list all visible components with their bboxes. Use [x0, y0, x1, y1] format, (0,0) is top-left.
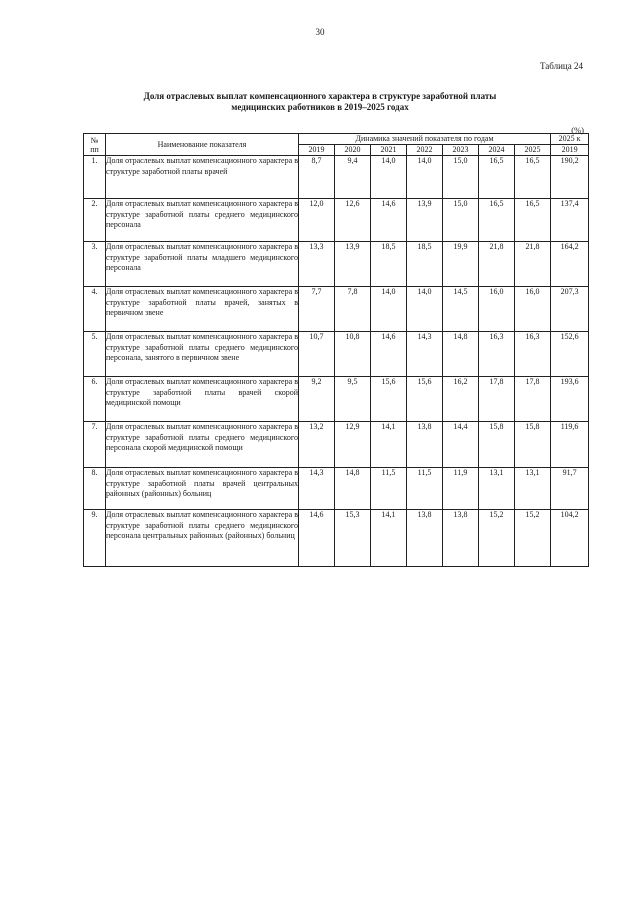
indicator-name: Доля отраслевых выплат компенсационного характера в структуре заработной платы врачей — [106, 156, 299, 199]
value-cell: 16,5 — [479, 199, 515, 242]
row-number: 4. — [84, 287, 106, 332]
indicator-name: Доля отраслевых выплат компенсационного характера в структуре заработной платы среднего медицинского персонала центральных районных (районных) больниц — [106, 510, 299, 567]
value-cell: 11,5 — [371, 468, 407, 510]
value-cell: 14,6 — [371, 199, 407, 242]
header-year-cell: 2024 — [479, 145, 515, 156]
header-num — [84, 134, 106, 156]
value-cell: 13,9 — [335, 242, 371, 287]
value-cell: 14,0 — [407, 156, 443, 199]
row-number: 6. — [84, 377, 106, 422]
value-cell: 12,9 — [335, 422, 371, 468]
value-cell: 16,3 — [515, 332, 551, 377]
table-row — [84, 422, 589, 468]
value-cell: 10,7 — [299, 332, 335, 377]
value-cell: 13,1 — [515, 468, 551, 510]
value-cell: 16,0 — [515, 287, 551, 332]
value-cell: 13,3 — [299, 242, 335, 287]
ratio-cell: 207,3 — [551, 287, 589, 332]
value-cell: 16,3 — [479, 332, 515, 377]
row-number: 1. — [84, 156, 106, 199]
value-cell: 10,8 — [335, 332, 371, 377]
value-cell: 8,7 — [299, 156, 335, 199]
header-year-cell: 2019 — [299, 145, 335, 156]
value-cell: 7,7 — [299, 287, 335, 332]
value-cell: 16,2 — [443, 377, 479, 422]
value-cell: 14,1 — [371, 510, 407, 567]
row-number: 8. — [84, 468, 106, 510]
table-label: Таблица 24 — [540, 61, 583, 71]
value-cell: 9,4 — [335, 156, 371, 199]
table-row — [84, 156, 589, 199]
value-cell: 21,8 — [515, 242, 551, 287]
ratio-cell: 137,4 — [551, 199, 589, 242]
ratio-cell: 104,2 — [551, 510, 589, 567]
table-header — [84, 134, 589, 156]
ratio-cell: 91,7 — [551, 468, 589, 510]
value-cell: 14,8 — [335, 468, 371, 510]
table-body — [84, 156, 589, 567]
value-cell: 21,8 — [479, 242, 515, 287]
value-cell: 9,5 — [335, 377, 371, 422]
ratio-cell: 164,2 — [551, 242, 589, 287]
table-title — [120, 91, 520, 113]
page-number: 30 — [315, 27, 325, 37]
row-number: 3. — [84, 242, 106, 287]
value-cell: 12,6 — [335, 199, 371, 242]
value-cell: 15,0 — [443, 156, 479, 199]
value-cell: 14,0 — [371, 156, 407, 199]
header-year-cell: 2020 — [335, 145, 371, 156]
header-year-cell: 2022 — [407, 145, 443, 156]
header-num-line-2: пп — [90, 144, 99, 154]
value-cell: 14,4 — [443, 422, 479, 468]
value-cell: 16,5 — [479, 156, 515, 199]
value-cell: 19,9 — [443, 242, 479, 287]
indicator-name: Доля отраслевых выплат компенсационного характера в структуре заработной платы среднего медицинского персонала, занятого в первичном звене — [106, 332, 299, 377]
table-row — [84, 332, 589, 377]
row-number: 9. — [84, 510, 106, 567]
header-name: Наименование показателя — [106, 134, 299, 156]
value-cell: 7,8 — [335, 287, 371, 332]
value-cell: 18,5 — [407, 242, 443, 287]
header-year-cell: 2025 — [515, 145, 551, 156]
row-number: 2. — [84, 199, 106, 242]
value-cell: 15,8 — [515, 422, 551, 468]
row-number: 7. — [84, 422, 106, 468]
value-cell: 13,2 — [299, 422, 335, 468]
header-ratio-bottom: 2019 — [551, 145, 589, 156]
value-cell: 13,9 — [407, 199, 443, 242]
value-cell: 14,6 — [299, 510, 335, 567]
value-cell: 14,3 — [299, 468, 335, 510]
value-cell: 16,0 — [479, 287, 515, 332]
value-cell: 15,2 — [515, 510, 551, 567]
value-cell: 14,1 — [371, 422, 407, 468]
table-row — [84, 199, 589, 242]
ratio-cell: 119,6 — [551, 422, 589, 468]
value-cell: 14,0 — [407, 287, 443, 332]
value-cell: 14,6 — [371, 332, 407, 377]
header-dynamics: Динамика значений показателя по годам — [299, 134, 551, 145]
indicator-name: Доля отраслевых выплат компенсационного характера в структуре заработной платы врачей скорой медицинской помощи — [106, 377, 299, 422]
value-cell: 17,8 — [479, 377, 515, 422]
indicator-name: Доля отраслевых выплат компенсационного характера в структуре заработной платы среднего медицинского персонала — [106, 199, 299, 242]
table-row — [84, 377, 589, 422]
table-row — [84, 510, 589, 567]
indicator-name: Доля отраслевых выплат компенсационного характера в структуре заработной платы врачей, занятых в первичном звене — [106, 287, 299, 332]
value-cell: 15,6 — [407, 377, 443, 422]
ratio-cell: 152,6 — [551, 332, 589, 377]
row-number: 5. — [84, 332, 106, 377]
table-row — [84, 242, 589, 287]
ratio-cell: 190,2 — [551, 156, 589, 199]
value-cell: 16,5 — [515, 156, 551, 199]
header-row-1 — [84, 134, 589, 145]
ratio-cell: 193,6 — [551, 377, 589, 422]
value-cell: 15,8 — [479, 422, 515, 468]
header-ratio-top: 2025 к — [551, 134, 589, 145]
value-cell: 14,5 — [443, 287, 479, 332]
table-row — [84, 468, 589, 510]
value-cell: 16,5 — [515, 199, 551, 242]
value-cell: 13,1 — [479, 468, 515, 510]
value-cell: 18,5 — [371, 242, 407, 287]
indicator-name: Доля отраслевых выплат компенсационного характера в структуре заработной платы среднего медицинского персонала скорой медицинской помощи — [106, 422, 299, 468]
indicator-name: Доля отраслевых выплат компенсационного характера в структуре заработной платы врачей центральных районных (районных) больниц — [106, 468, 299, 510]
header-year-cell: 2023 — [443, 145, 479, 156]
table-row — [84, 287, 589, 332]
indicator-name: Доля отраслевых выплат компенсационного характера в структуре заработной платы младшего медицинского персонала — [106, 242, 299, 287]
value-cell: 11,9 — [443, 468, 479, 510]
value-cell: 15,2 — [479, 510, 515, 567]
data-table — [83, 133, 589, 567]
value-cell: 12,0 — [299, 199, 335, 242]
header-year-cell: 2021 — [371, 145, 407, 156]
value-cell: 13,8 — [443, 510, 479, 567]
value-cell: 9,2 — [299, 377, 335, 422]
value-cell: 15,3 — [335, 510, 371, 567]
table-title-line-2: медицинских работников в 2019–2025 годах — [231, 102, 409, 112]
table-title-line-1: Доля отраслевых выплат компенсационного характера в структуре заработной платы — [143, 91, 497, 101]
value-cell: 15,0 — [443, 199, 479, 242]
value-cell: 13,8 — [407, 422, 443, 468]
value-cell: 13,8 — [407, 510, 443, 567]
unit-label: (%) — [571, 125, 584, 135]
value-cell: 17,8 — [515, 377, 551, 422]
value-cell: 14,3 — [407, 332, 443, 377]
value-cell: 11,5 — [407, 468, 443, 510]
value-cell: 14,8 — [443, 332, 479, 377]
value-cell: 15,6 — [371, 377, 407, 422]
header-num-line-1: № — [90, 135, 99, 145]
value-cell: 14,0 — [371, 287, 407, 332]
